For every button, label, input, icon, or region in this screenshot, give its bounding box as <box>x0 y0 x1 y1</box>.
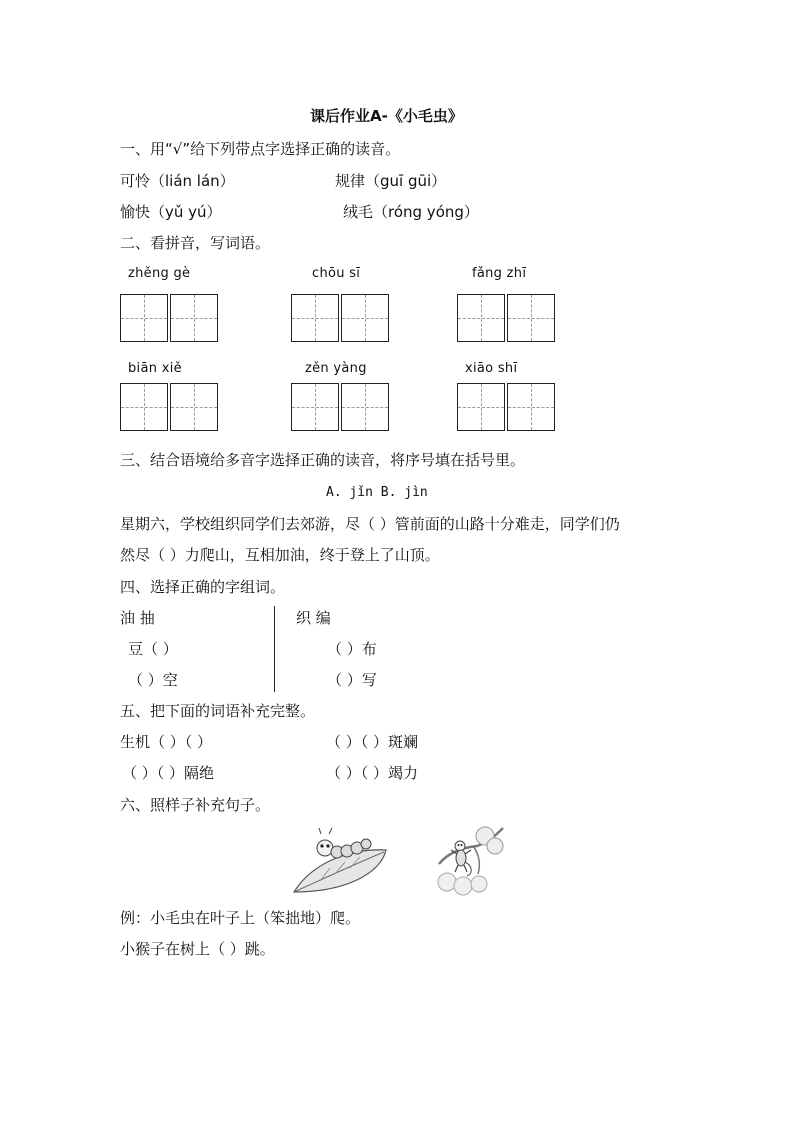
q6-heading: 六、照样子补充句子。 <box>120 796 271 814</box>
pinyin-zhengge: zhěng gè <box>128 266 191 281</box>
q4-right-row1: （ ）布 <box>327 640 377 658</box>
writing-box[interactable] <box>507 294 555 342</box>
q3-passage-line1: 星期六，学校组织同学们去郊游，尽（ ）管前面的山路十分难走，同学们仍 <box>120 515 620 533</box>
writing-box[interactable] <box>507 383 555 431</box>
writing-box[interactable] <box>291 294 339 342</box>
q1-item-rongmao: 绒毛（róng yóng） <box>343 203 479 221</box>
pinyin-xiaoshi: xiāo shī <box>465 361 518 376</box>
q3-passage-line2: 然尽（ ）力爬山，互相加油，终于登上了山顶。 <box>120 546 440 564</box>
writing-box[interactable] <box>120 294 168 342</box>
q1-heading: 一、用“√”给下列带点字选择正确的读音。 <box>120 140 401 158</box>
q5-row1-right: （ ）（ ）斑斓 <box>326 733 419 751</box>
q3-heading: 三、结合语境给多音字选择正确的读音，将序号填在括号里。 <box>120 451 526 469</box>
q6-example: 例：小毛虫在叶子上（笨拙地）爬。 <box>120 909 361 927</box>
q6-prompt: 小猴子在树上（ ）跳。 <box>120 940 275 958</box>
q1-item-kelian: 可怜（lián lán） <box>120 172 235 190</box>
q4-left-row2: （ ）空 <box>128 671 178 689</box>
q4-left-row1: 豆（ ） <box>128 640 178 658</box>
caterpillar-on-leaf-illustration <box>290 826 390 896</box>
writing-box[interactable] <box>170 383 218 431</box>
pinyin-chousi: chōu sī <box>312 266 361 281</box>
writing-box[interactable] <box>341 294 389 342</box>
monkey-in-tree-illustration <box>433 824 505 896</box>
pinyin-zenyang: zěn yàng <box>305 361 367 376</box>
q5-row2-right: （ ）（ ）竭力 <box>326 764 419 782</box>
q4-left-chars: 油 抽 <box>120 609 155 627</box>
pinyin-bianxie: biān xiě <box>128 361 182 376</box>
q5-heading: 五、把下面的词语补充完整。 <box>120 702 316 720</box>
writing-box[interactable] <box>170 294 218 342</box>
q4-right-chars: 织 编 <box>296 609 331 627</box>
q5-row2-left: （ ）（ ）隔绝 <box>122 764 215 782</box>
writing-box[interactable] <box>291 383 339 431</box>
writing-box[interactable] <box>341 383 389 431</box>
writing-box[interactable] <box>457 294 505 342</box>
q4-right-row2: （ ）写 <box>327 671 377 689</box>
q3-options: A. jǐn B. jìn <box>326 485 428 500</box>
pinyin-fangzhi: fǎng zhī <box>472 266 527 281</box>
q5-row1-left: 生机（ ）（ ） <box>120 733 213 751</box>
q4-heading: 四、选择正确的字组词。 <box>120 578 286 596</box>
q1-item-yukuai: 愉快（yǔ yú） <box>120 203 222 221</box>
column-divider <box>274 606 275 692</box>
q1-item-guilv: 规律（guī gūi） <box>335 172 447 190</box>
page-title: 课后作业A-《小毛虫》 <box>310 107 463 125</box>
q2-heading: 二、看拼音，写词语。 <box>120 234 271 252</box>
writing-box[interactable] <box>457 383 505 431</box>
writing-box[interactable] <box>120 383 168 431</box>
